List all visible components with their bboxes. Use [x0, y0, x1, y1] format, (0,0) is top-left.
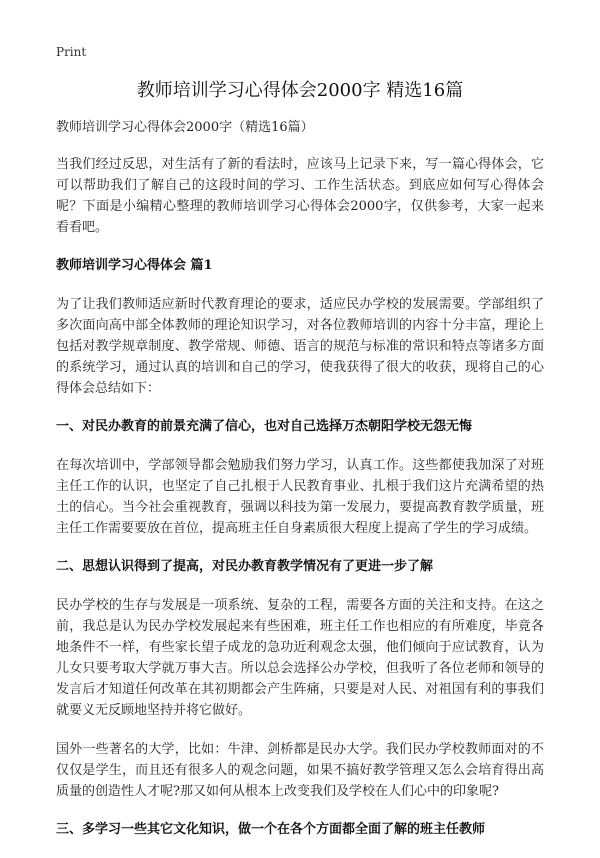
page-title: 教师培训学习心得体会2000字 精选16篇	[136, 80, 464, 101]
section-title: 教师培训学习心得体会 篇1	[56, 258, 213, 273]
paragraph-2: 在每次培训中，学部领导都会勉励我们努力学习，认真工作。这些都使我加深了对班主任工作的认识，也坚定了自己扎根于人民教育事业、扎根于我们这片充满希望的热土的信心。当今社会重视教育，强调以科技为第一发展力，要提高教育教学质量，班主任工作需要要放在首位，提高班主任自身素质很大程度上提高了学生的学习成绩。	[56, 458, 544, 536]
print-link[interactable]: Print	[56, 45, 87, 59]
heading-2: 二、思想认识得到了提高，对民办教育教学情况有了更进一步了解	[56, 559, 434, 574]
heading-1: 一、对民办教育的前景充满了信心，也对自己选择万杰朝阳学校无怨无悔	[56, 419, 473, 434]
paragraph-4: 国外一些著名的大学，比如：牛津、剑桥都是民办大学。我们民办学校教师面对的不仅仅是学生，而且还有很多人的观念问题，如果不搞好教学管理又怎么会培育得出高质量的创造性人才呢?那又如何从根本上改变我们及学校在人们心中的印象呢?	[56, 742, 544, 799]
article-body	[56, 118, 544, 858]
article-subtitle: 教师培训学习心得体会2000字（精选16篇）	[56, 120, 314, 135]
heading-3: 三、多学习一些其它文化知识，做一个在各个方面都全面了解的班主任教师	[56, 822, 486, 837]
paragraph-1: 为了让我们教师适应新时代教育理论的要求，适应民办学校的发展需要。学部组织了多次面向高中部全体教师的理论知识学习，对各位教师培训的内容十分丰富，理论上包括对教学规章制度、教学常规、师德、语言的规范与标准的常识和特点等诸多方面的系统学习，通过认真的培训和自己的学习，使我获得了很大的收获，现将自己的心得体会总结如下：	[56, 297, 544, 396]
paragraph-3: 民办学校的生存与发展是一项系统、复杂的工程，需要各方面的关注和支持。在这之前，我总是认为民办学校发展起来有些困难，班主任工作也相应的有所难度，毕竟各地条件不一样，有些家长望子成龙的急功近利观念太强，他们倾向于应试教育，认为儿女只要考取大学就万事大吉。所以总会选择公办学校，但我听了各位老师和领导的发言后才知道任何改革在其初期都会产生阵痛，只要是对人民、对祖国有利的事我们就要义无反顾地坚持并将它做好。	[56, 598, 544, 718]
intro-paragraph: 当我们经过反思，对生活有了新的看法时，应该马上记录下来，写一篇心得体会，它可以帮助我们了解自己的这段时间的学习、工作生活状态。到底应如何写心得体会呢？下面是小编精心整理的教师培训学习心得体会2000字，仅供参考，大家一起来看看吧。	[56, 157, 544, 235]
